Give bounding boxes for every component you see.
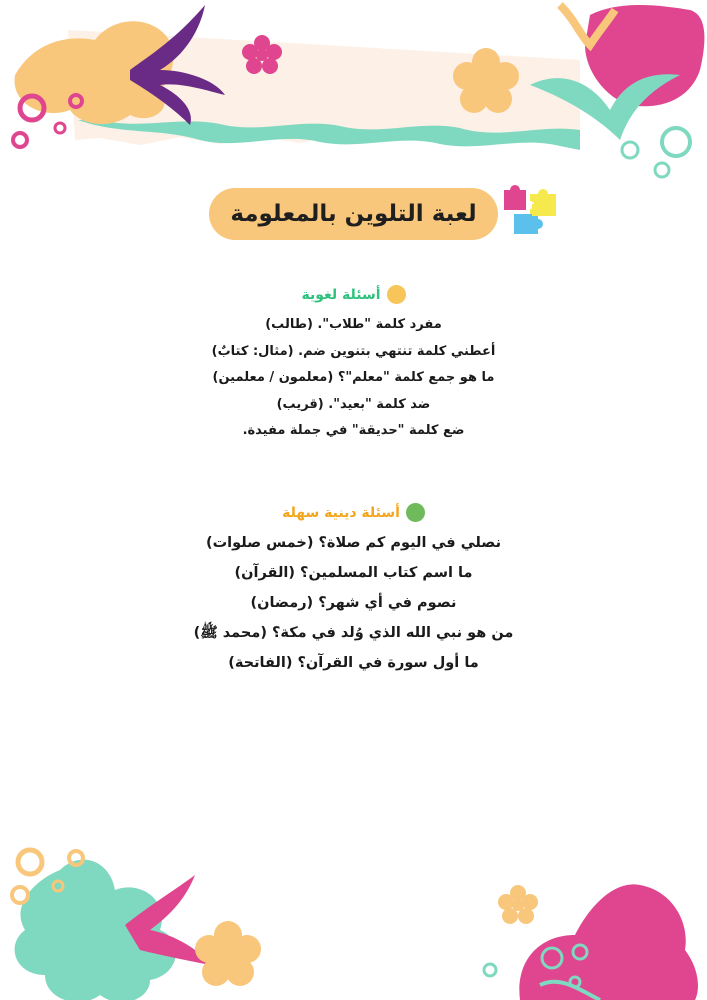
section-heading: أسئلة لغوية [301,286,381,303]
pink-shape-bottom-right [519,884,698,1000]
teal-flower-bottom-left [15,860,176,1000]
question-line: ما أول سورة في القرآن؟ (الفاتحة) [228,655,479,671]
question-line: نصلي في اليوم كم صلاة؟ (خمس صلوات) [205,535,502,551]
language-questions-section [0,285,707,445]
question-line: من هو نبي الله الذي وُلد في مكة؟ (محمد ﷺ) [193,625,514,641]
green-circle-icon [406,503,425,522]
torn-paper-strip [68,30,580,145]
pink-tulip [585,5,704,106]
question-line: ضع كلمة "حديقة" في جملة مفيدة. [242,423,465,438]
religious-questions-section [0,503,707,678]
teal-torn-edge [78,120,580,150]
question-line: مفرد كلمة "طلاب". (طالب) [265,317,442,332]
small-orange-flower [498,885,538,924]
pink-flower [242,35,282,74]
question-line: أعطني كلمة تنتهي بتنوين ضم. (مثال: كتابٌ) [211,343,496,359]
page-title: لعبة التلوين بالمعلومة [230,201,477,227]
section-heading: أسئلة دينية سهلة [282,504,400,521]
orange-blob-top-left [15,21,174,124]
question-line: ما هو جمع كلمة "معلم"؟ (معلمون / معلمين) [212,370,495,385]
question-line: ضد كلمة "بعيد". (قريب) [276,396,431,412]
question-line: نصوم في أي شهر؟ (رمضان) [250,595,457,611]
puzzle-pieces-icon [500,184,564,238]
title-banner [209,188,498,240]
purple-seaweed [130,5,225,125]
yellow-circle-icon [387,285,406,304]
pink-seaweed [125,875,210,965]
orange-flower-top [453,48,519,113]
teal-leaves [530,74,680,140]
orange-flower-bottom [195,921,261,986]
question-line: ما اسم كتاب المسلمين؟ (القرآن) [234,565,473,581]
